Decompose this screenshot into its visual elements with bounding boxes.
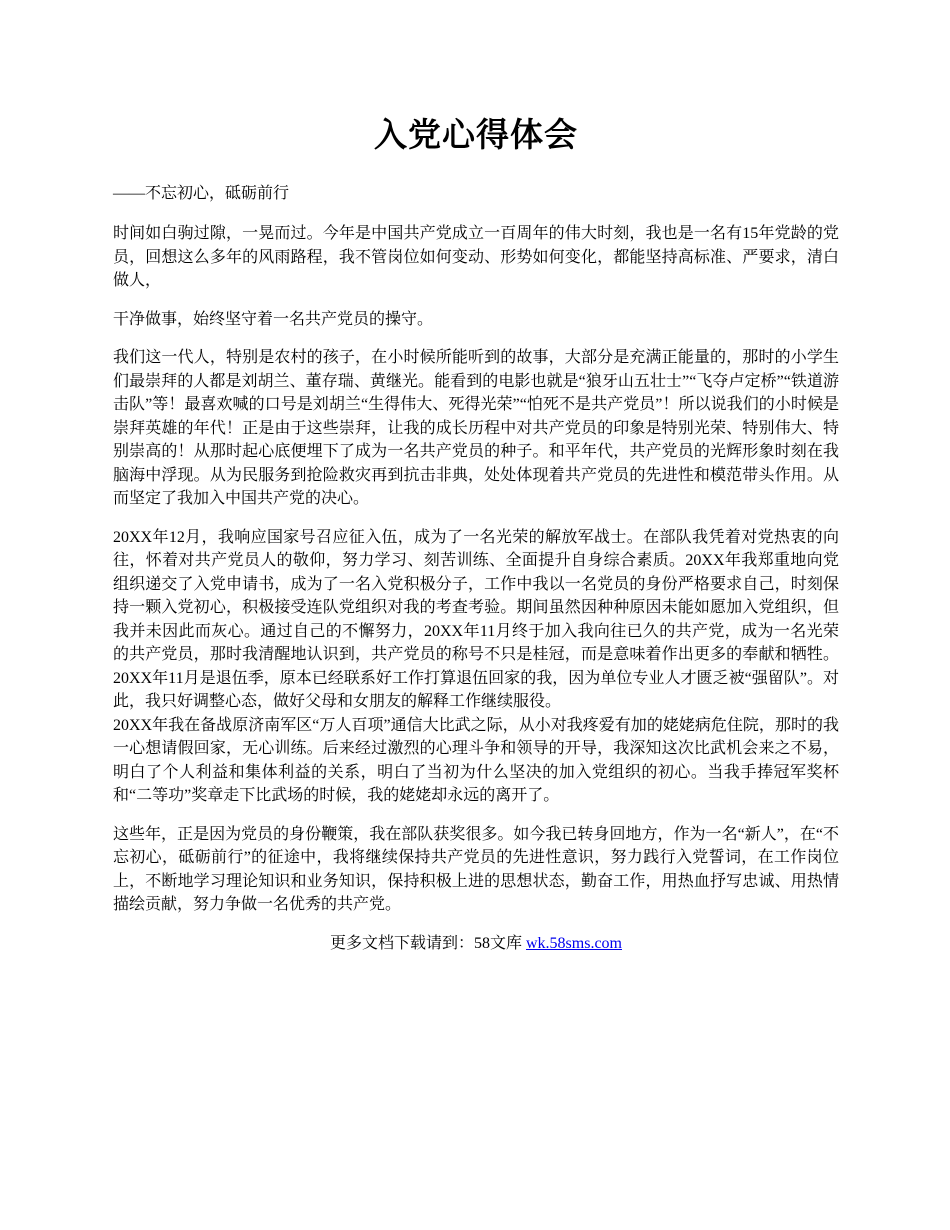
document-title: 入党心得体会 xyxy=(374,118,578,154)
paragraph-2: 干净做事，始终坚守着一名共产党员的操守。 xyxy=(113,310,434,328)
paragraph-5: 20XX年我在备战原济南军区“万人百项”通信大比武之际，从小对我疼爱有加的姥姥病危住院，那时的我一心想请假回家，无心训练。后来经过激烈的心理斗争和领导的开导，我深知这次比武机会来之不易，明白了个人利益和集体利益的关系，明白了当初为什么坚决的加入党组织的初心。当我手捧冠军奖杯和“二等功”奖章走下比武场的时候，我的姥姥却永远的离开了。 xyxy=(113,716,839,804)
footer-text: 更多文档下载请到：58文库 xyxy=(329,934,526,952)
paragraph-4: 20XX年12月，我响应国家号召应征入伍，成为了一名光荣的解放军战士。在部队我凭着对党热衷的向往，怀着对共产党员人的敬仰，努力学习、刻苦训练、全面提升自身综合素质。20XX年我郑重地向党组织递交了入党申请书，成为了一名入党积极分子，工作中我以一名党员的身份严格要求自己，时刻保持一颗入党初心，积极接受连队党组织对我的考查考验。期间虽然因种种原因未能如愿加入党组织，但我并未因此而灰心。通过自己的不懈努力，20XX年11月终于加入我向往已久的共产党，成为一名光荣的共产党员，那时我清醒地认识到，共产党员的称号不只是桂冠，而是意味着作出更多的奉献和牺牲。20XX年11月是退伍季，原本已经联系好工作打算退伍回家的我，因为单位专业人才匮乏被“强留队”。对此，我只好调整心态，做好父母和女朋友的解释工作继续服役。 xyxy=(113,528,839,710)
paragraph-3: 我们这一代人，特别是农村的孩子，在小时候所能听到的故事，大部分是充满正能量的，那时的小学生们最崇拜的人都是刘胡兰、董存瑞、黄继光。能看到的电影也就是“狼牙山五壮士”“飞夺卢定桥”“铁道游击队”等！最喜欢喊的口号是刘胡兰“生得伟大、死得光荣”“怕死不是共产党员”！所以说我们的小时候是崇拜英雄的年代！正是由于这些崇拜，让我的成长历程中对共产党员的印象是特别光荣、特别伟大、特别崇高的！从那时起心底便埋下了成为一名共产党员的种子。和平年代，共产党员的光辉形象时刻在我脑海中浮现。从为民服务到抢险救灾再到抗击非典，处处体现着共产党员的先进性和模范带头作用。从而坚定了我加入中国共产党的决心。 xyxy=(113,349,839,507)
download-footer xyxy=(113,932,839,956)
paragraph-1: 时间如白驹过隙，一晃而过。今年是中国共产党成立一百周年的伟大时刻，我也是一名有15年党龄的党员，回想这么多年的风雨路程，我不管岗位如何变动、形势如何变化，都能坚持高标准、严要求，清白做人， xyxy=(113,225,839,289)
document-subtitle: ——不忘初心，砥砺前行 xyxy=(113,185,290,202)
document-page xyxy=(113,112,839,956)
footer-link[interactable]: wk.58sms.com xyxy=(526,934,622,952)
paragraph-6: 这些年，正是因为党员的身份鞭策，我在部队获奖很多。如今我已转身回地方，作为一名“新人”，在“不忘初心，砥砺前行”的征途中，我将继续保持共产党员的先进性意识，努力践行入党誓词，在工作岗位上，不断地学习理论知识和业务知识，保持积极上进的思想状态，勤奋工作，用热血抒写忠诚、用热情描绘贡献，努力争做一名优秀的共产党。 xyxy=(113,825,839,913)
